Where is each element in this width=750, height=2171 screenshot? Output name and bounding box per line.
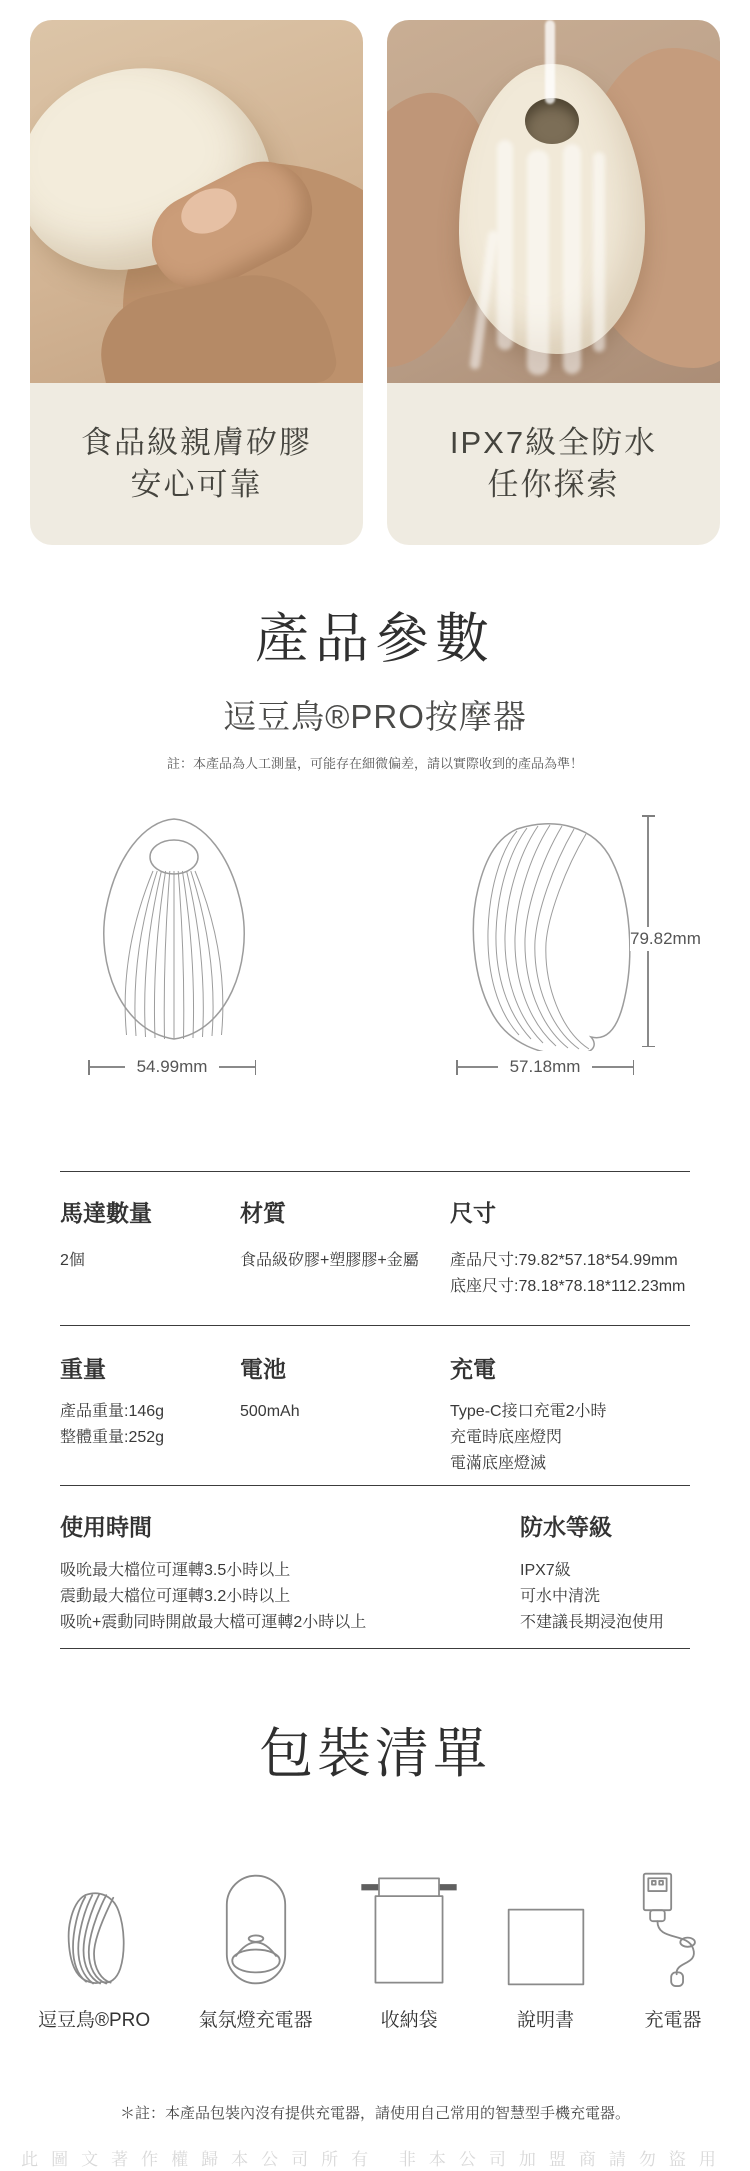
caption-line: IPX7級全防水 <box>449 425 658 460</box>
charging-dock-icon <box>223 1861 289 1987</box>
spec-row <box>60 1171 690 1325</box>
product-side-line-drawing <box>455 813 635 1051</box>
params-title: 產品參數 <box>255 609 495 669</box>
spec-cell-charging <box>450 1354 690 1477</box>
water-jet-shape <box>545 20 555 104</box>
packing-item-label: 充電器 <box>644 2010 702 2031</box>
suction-hole-shape <box>525 98 579 144</box>
product-side-icon <box>61 1861 127 1987</box>
spec-value: 500mAh <box>240 1403 300 1420</box>
spec-cell-material <box>240 1198 450 1300</box>
spec-row <box>60 1325 690 1485</box>
packing-item-dock <box>199 1861 313 2032</box>
spec-label: 尺寸 <box>450 1200 496 1226</box>
charger-cable-icon <box>634 1861 712 1987</box>
spec-value: 底座尺寸:78.18*78.18*112.23mm <box>450 1278 686 1295</box>
side-width-dimension-label: 57.18mm <box>509 1057 581 1076</box>
water-streak <box>527 150 549 375</box>
spec-value: 可水中清洗 <box>520 1588 601 1605</box>
spec-cell-size <box>450 1198 690 1300</box>
front-width-dimension-label: 54.99mm <box>136 1057 208 1076</box>
spec-value: 食品級矽膠+塑膠膠+金屬 <box>240 1252 419 1269</box>
water-streak <box>563 144 581 374</box>
packing-item-product <box>38 1861 150 2032</box>
packing-title: 包裝清單 <box>259 1724 491 1784</box>
spec-label: 馬達數量 <box>60 1200 152 1226</box>
water-streak <box>593 152 605 352</box>
spec-cell-weight <box>60 1354 240 1477</box>
hero-caption-waterproof <box>387 383 720 545</box>
dimension-drawings <box>0 813 750 1081</box>
spec-value: Type-C接口充電2小時 <box>450 1403 607 1420</box>
spec-cell-waterproof <box>520 1512 690 1636</box>
spec-label: 使用時間 <box>60 1514 152 1540</box>
packing-note: ＊註：本產品包裝內沒有提供充電器，請使用自己常用的智慧型手機充電器。 <box>119 2105 630 2122</box>
hero-card-silicone <box>30 20 363 545</box>
spec-value: 吸吮+震動同時開啟最大檔可運轉2小時以上 <box>60 1614 367 1631</box>
spec-value: 充電時底座燈閃 <box>450 1429 563 1446</box>
caption-line: 食品級親膚矽膠 <box>81 425 312 460</box>
packing-item-bag <box>361 1861 457 2032</box>
spec-value: IPX7級 <box>520 1562 571 1579</box>
spec-value: 不建議長期浸泡使用 <box>520 1614 665 1631</box>
spec-value: 吸吮最大檔位可運轉3.5小時以上 <box>60 1562 291 1579</box>
hero-section <box>0 0 750 545</box>
spec-label: 重量 <box>60 1356 106 1382</box>
packing-item-manual <box>506 1861 586 2032</box>
caption-line: 安心可靠 <box>130 467 263 502</box>
spec-value: 2個 <box>60 1252 85 1269</box>
packing-item-label: 收納袋 <box>380 2010 438 2031</box>
spec-cell-runtime <box>60 1512 520 1636</box>
hero-photo-hand-squeeze <box>30 20 363 383</box>
manual-icon <box>506 1861 586 1987</box>
copyright-watermark: 此圖文著作權歸本公司所有 非本公司加盟商請勿盜用 <box>21 2150 729 2169</box>
storage-bag-icon <box>361 1861 457 1987</box>
spec-cell-motors <box>60 1198 240 1300</box>
spec-value: 震動最大檔位可運轉3.2小時以上 <box>60 1588 291 1605</box>
spec-row <box>60 1485 690 1649</box>
hero-card-waterproof <box>387 20 720 545</box>
hero-caption-silicone <box>30 383 363 545</box>
spec-value: 產品重量:146g <box>60 1403 165 1420</box>
packing-list <box>38 1861 712 2032</box>
spec-label: 充電 <box>450 1356 496 1382</box>
product-name: 逗豆鳥®PRO按摩器 <box>223 698 527 735</box>
spec-value: 整體重量:252g <box>60 1429 165 1446</box>
packing-item-label: 說明書 <box>517 2010 575 2031</box>
packing-item-label: 氣氛燈充電器 <box>198 2010 313 2031</box>
front-width-dimension-line <box>88 1059 256 1075</box>
spec-label: 電池 <box>240 1356 286 1382</box>
height-dimension-label: 79.82mm <box>630 927 701 951</box>
packing-item-charger <box>634 1861 712 2032</box>
measure-note: 註：本產品為人工測量，可能存在細微偏差，請以實際收到的產品為準！ <box>166 756 583 771</box>
caption-line: 任你探索 <box>487 467 620 502</box>
spec-table <box>60 1171 690 1649</box>
spec-label: 材質 <box>240 1200 286 1226</box>
hero-photo-water-rinse <box>387 20 720 383</box>
product-front-line-drawing <box>86 813 262 1045</box>
spec-value: 產品尺寸:79.82*57.18*54.99mm <box>450 1252 678 1269</box>
spec-value: 電滿底座燈滅 <box>450 1455 547 1472</box>
packing-item-label: 逗豆鳥®PRO <box>38 2010 151 2031</box>
side-width-dimension-line <box>456 1059 634 1075</box>
spec-cell-battery <box>240 1354 450 1477</box>
spec-label: 防水等級 <box>520 1514 612 1540</box>
water-streak <box>497 140 513 350</box>
